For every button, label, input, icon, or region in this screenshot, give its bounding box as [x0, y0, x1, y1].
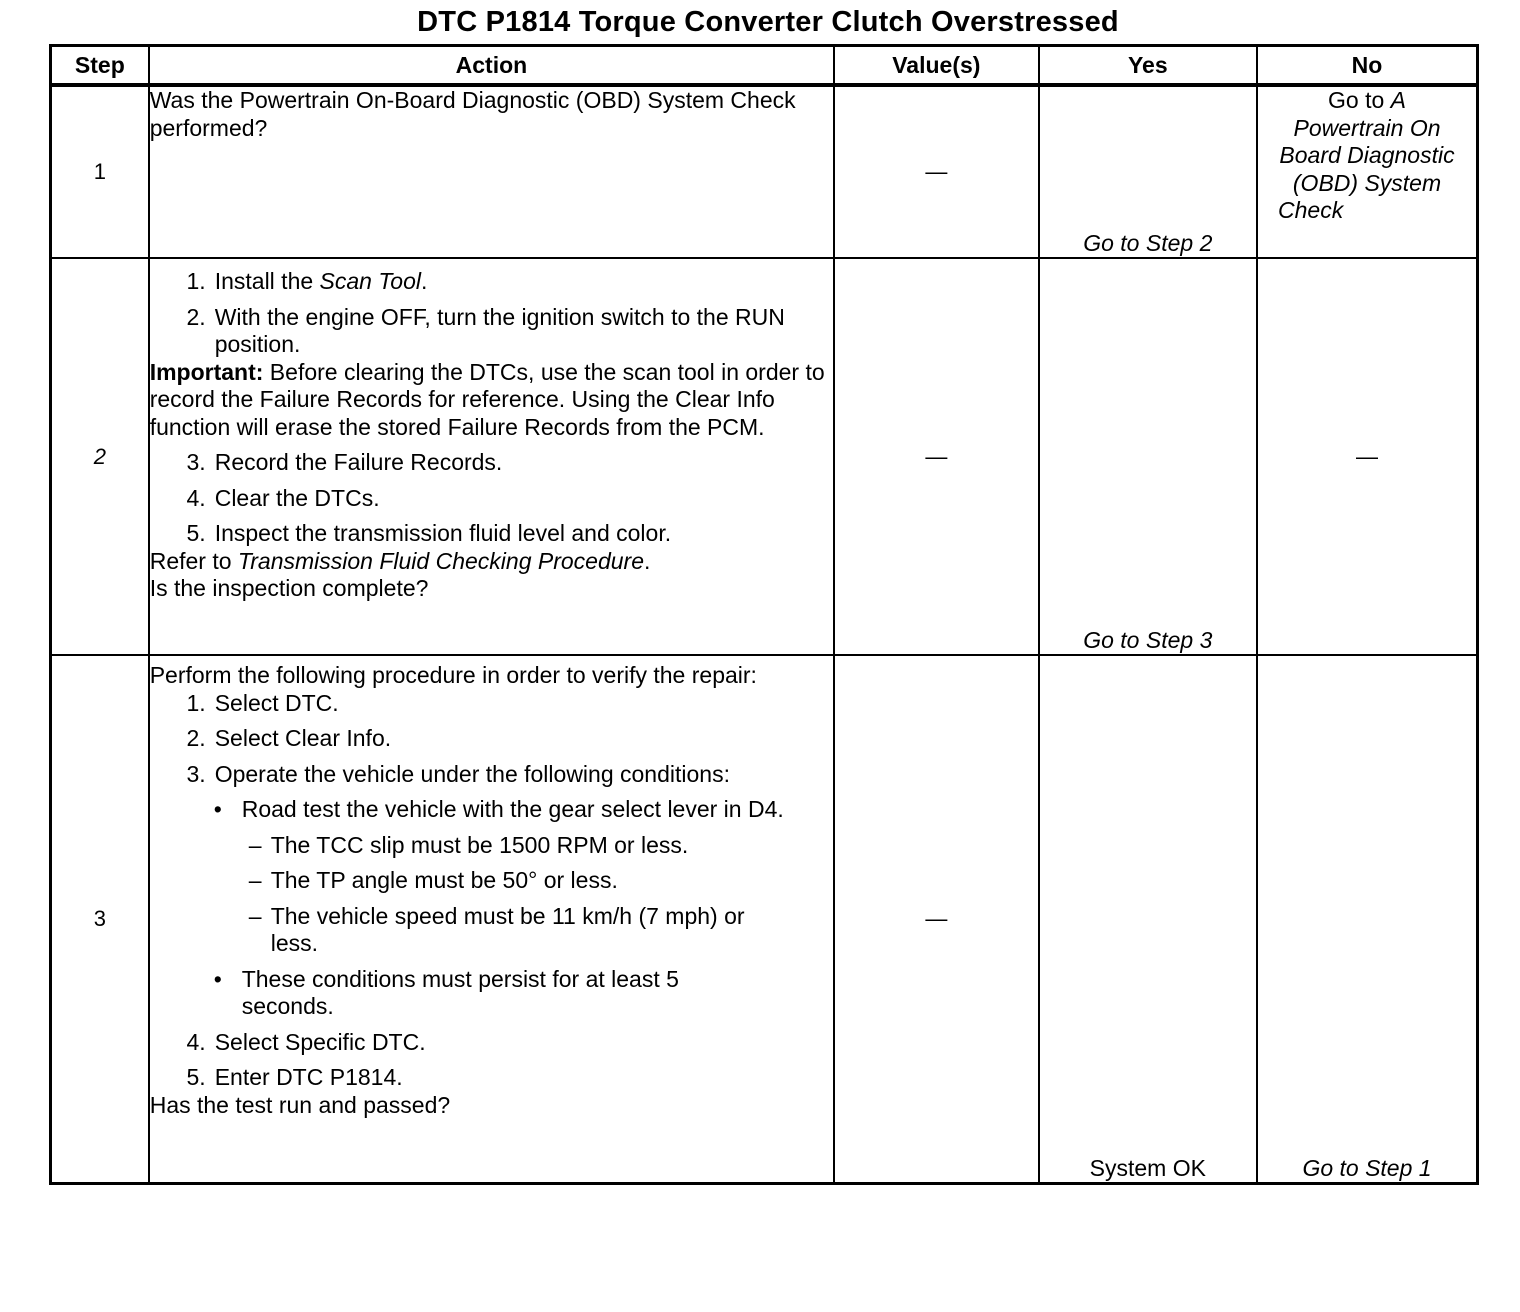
- list-text: Operate the vehicle under the following conditions:: [214, 760, 730, 787]
- no-cell: —: [1257, 258, 1477, 655]
- value-cell: —: [834, 258, 1038, 655]
- step-number: 1: [51, 85, 149, 258]
- step-number: 3: [51, 655, 149, 1183]
- step-number-text: 2: [93, 443, 106, 469]
- dash-item: [249, 832, 833, 860]
- bullet-text: These conditions must persist for at least 5 seconds.: [241, 965, 679, 1019]
- bullet-text: Road test the vehicle with the gear select lever in D4.: [241, 796, 784, 822]
- diagnostic-table: [49, 44, 1479, 1185]
- header-yes: Yes: [1039, 46, 1257, 86]
- header-values: Value(s): [834, 46, 1038, 86]
- list-number: 3.: [186, 449, 206, 475]
- important-label: Important:: [149, 358, 264, 385]
- yes-link-step-3[interactable]: Go to Step 3: [1039, 258, 1257, 655]
- list-text: Clear the DTCs.: [214, 484, 380, 511]
- table-row: [51, 655, 1478, 1183]
- value-cell: —: [834, 655, 1038, 1183]
- list-number: 4.: [186, 484, 206, 511]
- list-text: Inspect the transmission fluid level and color.: [214, 520, 672, 546]
- list-number: 1.: [186, 268, 206, 294]
- value-cell: —: [834, 85, 1038, 258]
- action-question: Has the test run and passed?: [149, 1091, 451, 1118]
- bullet-icon: •: [213, 796, 222, 822]
- list-item: [150, 304, 833, 359]
- list-number: 5.: [186, 520, 206, 546]
- yes-link-step-2[interactable]: Go to Step 2: [1039, 85, 1257, 258]
- list-number: 5.: [186, 1064, 206, 1090]
- list-item: [150, 520, 833, 548]
- dash-icon: –: [248, 867, 262, 893]
- list-item: [150, 725, 833, 753]
- list-item: [150, 449, 833, 477]
- no-link-line: Board Diagnostic: [1279, 142, 1455, 168]
- yes-system-ok: System OK: [1039, 655, 1257, 1183]
- action-cell: [149, 655, 834, 1183]
- no-link-line: (OBD) System: [1292, 169, 1442, 196]
- table-row: [51, 85, 1478, 258]
- list-text: Select Clear Info.: [214, 725, 392, 751]
- important-note: [150, 359, 833, 442]
- list-text-part: Install the: [214, 268, 320, 294]
- important-text: Before clearing the DTCs, use the scan tool in order to record the Failure Records for reference. Using the Clear Info function will erase the stored Failure Records from the PCM.: [149, 358, 825, 440]
- dash-item: [249, 867, 833, 895]
- page-title: DTC P1814 Torque Converter Clutch Overstressed: [417, 6, 1119, 38]
- bullet-item: [214, 796, 833, 824]
- list-item: [150, 485, 833, 513]
- step-number: [51, 258, 149, 655]
- dash-text: The TP angle must be 50° or less.: [270, 867, 618, 893]
- table-row: [51, 258, 1478, 655]
- list-number: 4.: [186, 1028, 206, 1055]
- list-number: 2.: [186, 303, 206, 330]
- refer-line: [150, 548, 833, 576]
- list-item: [150, 1029, 833, 1057]
- dash-text: The TCC slip must be 1500 RPM or less.: [270, 831, 689, 858]
- list-item: [150, 268, 833, 296]
- no-link-line: A: [1390, 87, 1406, 113]
- list-number: 2.: [186, 725, 206, 751]
- no-link-line: Powertrain On: [1293, 114, 1441, 141]
- list-number: 3.: [186, 760, 206, 787]
- list-text: Select Specific DTC.: [214, 1028, 426, 1055]
- list-text: Record the Failure Records.: [214, 449, 503, 475]
- scan-tool-ref: Scan Tool: [319, 268, 421, 294]
- list-text: [207, 268, 833, 296]
- header-step: Step: [51, 46, 149, 86]
- dash-text: The vehicle speed must be 11 km/h (7 mph) or less.: [270, 902, 745, 956]
- refer-prefix: Refer to: [149, 547, 238, 574]
- header-no: No: [1257, 46, 1477, 86]
- action-question: Is the inspection complete?: [149, 575, 429, 601]
- list-text-part: .: [421, 268, 428, 294]
- list-text: Select DTC.: [214, 689, 339, 716]
- refer-suffix: .: [644, 547, 651, 574]
- dash-item: [249, 903, 833, 958]
- list-item: [150, 1064, 833, 1092]
- action-cell: [149, 85, 834, 258]
- no-link-obd-check[interactable]: [1257, 85, 1477, 258]
- header-action: Action: [149, 46, 834, 86]
- action-intro: Perform the following procedure in order to verify the repair:: [149, 662, 757, 688]
- bullet-icon: •: [213, 965, 222, 992]
- no-link-line: Check: [1278, 197, 1344, 223]
- procedure-link[interactable]: Transmission Fluid Checking Procedure: [237, 547, 644, 574]
- action-cell: [149, 258, 834, 655]
- list-item: [150, 761, 833, 789]
- dash-icon: –: [248, 831, 262, 858]
- no-prefix: Go to: [1328, 87, 1391, 113]
- action-text: Was the Powertrain On-Board Diagnostic (OBD) System Check performed?: [149, 87, 796, 141]
- header-row: [51, 46, 1478, 86]
- list-number: 1.: [186, 689, 206, 716]
- list-item: [150, 690, 833, 718]
- list-text: Enter DTC P1814.: [214, 1064, 403, 1090]
- list-text: With the engine OFF, turn the ignition switch to the RUN position.: [214, 303, 785, 357]
- no-link-step-1[interactable]: Go to Step 1: [1257, 655, 1477, 1183]
- dash-icon: –: [248, 902, 262, 929]
- bullet-item: [214, 966, 833, 1021]
